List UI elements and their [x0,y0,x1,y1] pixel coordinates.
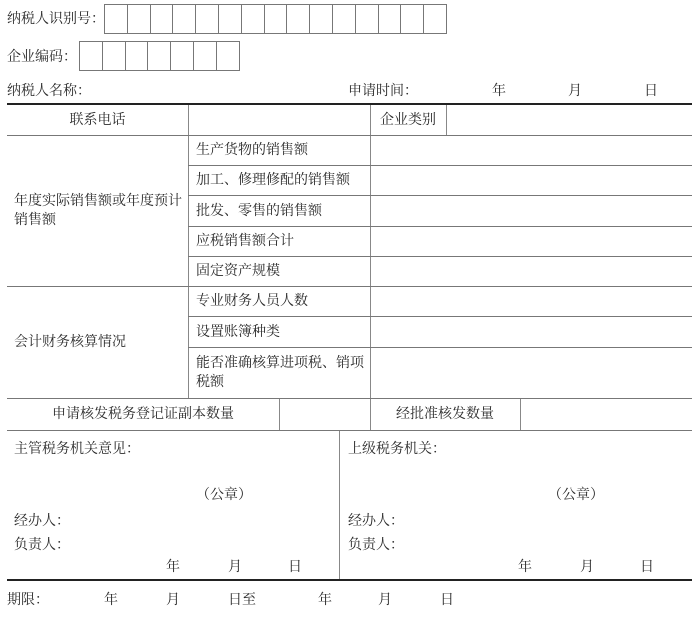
digit-box[interactable] [424,4,447,34]
digit-box[interactable] [379,4,402,34]
digit-box[interactable] [173,4,196,34]
accounting-row-label: 设置账簿种类 [196,323,280,340]
sales-row-label: 加工、修理修配的销售额 [196,172,350,188]
sales-section-label: 年度实际销售额或年度预计销售额 [14,193,182,228]
taxpayer-name-label: 纳税人名称： [7,83,91,99]
digit-box[interactable] [103,41,126,71]
left-year: 年 [166,559,180,575]
digit-box[interactable] [265,4,288,34]
digit-box[interactable] [105,4,128,34]
taxpayer-id-boxes[interactable] [104,4,447,34]
accounting-section-label: 会计财务核算情况 [14,334,126,350]
period-label: 期限： [7,592,49,608]
digit-box[interactable] [196,4,219,34]
left-month: 月 [228,559,242,575]
divider [446,105,447,135]
left-day: 日 [288,559,302,575]
period-to-day: 日 [440,592,454,608]
right-month: 月 [580,559,594,575]
digit-box[interactable] [356,4,379,34]
left-approval-title: 主管税务机关意见： [14,441,140,457]
right-handler: 经办人： [348,513,404,529]
digit-box[interactable] [217,41,240,71]
left-seal: （公章） [196,487,252,503]
taxpayer-id-label: 纳税人识别号： [7,11,105,27]
divider [188,105,189,398]
digit-box[interactable] [80,41,103,71]
copies-approved-label: 经批准核发数量 [396,406,494,422]
apply-time-label: 申请时间： [348,83,418,99]
enterprise-code-label: 企业编码： [7,49,77,65]
left-handler: 经办人： [14,513,70,529]
right-day: 日 [640,559,654,575]
divider [370,105,371,430]
sales-row-label: 批发、零售的销售额 [196,202,322,219]
digit-box[interactable] [219,4,242,34]
digit-box[interactable] [401,4,424,34]
digit-box[interactable] [148,41,171,71]
left-responsible: 负责人： [14,537,70,553]
enterprise-type-label: 企业类别 [380,111,436,128]
right-responsible: 负责人： [348,537,404,553]
sales-row-label: 应税销售额合计 [196,233,294,249]
period-from-year: 年 [104,592,118,608]
sales-row-label: 固定资产规模 [196,263,280,279]
period-from-month: 月 [166,592,180,608]
accounting-row-label: 能否准确核算进项税、销项税额 [196,355,364,390]
right-year: 年 [518,559,532,575]
digit-box[interactable] [194,41,217,71]
table-bottom-rule [7,579,692,581]
contact-phone-label: 联系电话 [69,111,126,128]
copies-requested-label: 申请核发税务登记证副本数量 [52,406,234,422]
digit-box[interactable] [310,4,333,34]
digit-box[interactable] [242,4,265,34]
accounting-row-label: 专业财务人员人数 [196,293,308,309]
period-from-day-to: 日至 [228,592,256,608]
digit-box[interactable] [151,4,174,34]
period-to-month: 月 [378,592,392,608]
period-to-year: 年 [318,592,332,608]
digit-box[interactable] [287,4,310,34]
digit-box[interactable] [333,4,356,34]
enterprise-code-boxes[interactable] [79,41,240,71]
apply-month: 月 [568,83,582,99]
right-seal: （公章） [548,487,604,503]
apply-year: 年 [492,83,506,99]
digit-box[interactable] [171,41,194,71]
apply-day: 日 [644,83,658,99]
digit-box[interactable] [128,4,151,34]
right-approval-title: 上级税务机关： [348,441,446,457]
sales-row-label: 生产货物的销售额 [196,142,308,158]
digit-box[interactable] [126,41,149,71]
